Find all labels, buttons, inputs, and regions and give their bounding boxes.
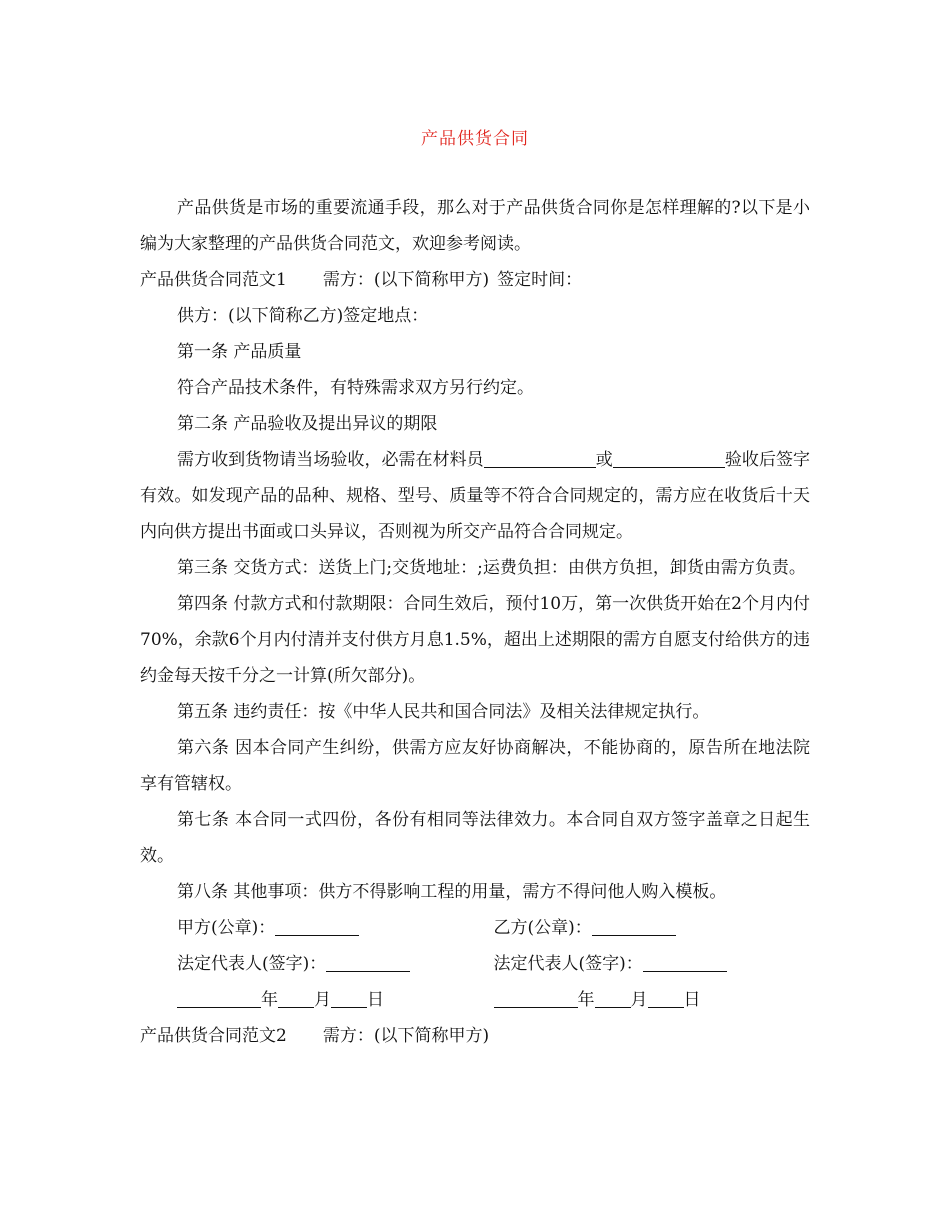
date-b-month-label: 月 [630, 990, 648, 1010]
article-2-text-a: 需方收到货物请当场验收，必需在材料员 [177, 450, 484, 470]
party-a-seal-label: 甲方(公章)： [177, 918, 276, 938]
sample2-header-row [140, 1018, 810, 1054]
legal-rep-row [140, 946, 810, 982]
article-8: 第八条 其他事项：供方不得影响工程的用量，需方不得问他人购入模板。 [177, 882, 727, 902]
date-a-day-label: 日 [367, 990, 384, 1010]
document-body [140, 190, 810, 1054]
sample1-demander: 需方：(以下简称甲方) [322, 270, 490, 290]
sample2-heading: 产品供货合同范文2 [140, 1026, 287, 1046]
article-2-text-b: 验收后签字有效。如发现产品的品种、规格、型号、质量等不符合合同规定的，需方应在收货后十天内向供方提出书面或口头异议，否则视为所交产品符合合同规定。 [140, 450, 811, 542]
date-b [494, 982, 811, 1018]
legal-rep-a-label: 法定代表人(签字)： [177, 954, 327, 974]
article-1-text: 符合产品技术条件，有特殊需求双方另行约定。 [177, 378, 534, 398]
date-b-month-blank [595, 991, 631, 1008]
legal-rep-b-blank [643, 955, 727, 972]
party-a-seal-blank [275, 919, 359, 936]
sample1-sign-time: 签定时间： [497, 270, 583, 290]
party-b-seal-label: 乙方(公章)： [493, 918, 592, 938]
sample1-heading: 产品供货合同范文1 [140, 270, 287, 290]
date-b-year-label: 年 [577, 990, 595, 1010]
supplier-line: 供方：(以下简称乙方)签定地点： [177, 306, 429, 326]
seal-row [140, 910, 810, 946]
sample2-demander: 需方：(以下简称甲方) [322, 1026, 490, 1046]
sample1-header-row [140, 262, 810, 298]
party-b-seal-blank [592, 919, 676, 936]
date-a-month-label: 月 [314, 990, 331, 1010]
date-b-day-label: 日 [683, 990, 701, 1010]
article-3: 第三条 交货方式：送货上门;交货地址：;运费负担：由供方负担，卸货由需方负责。 [177, 558, 806, 578]
article-5: 第五条 违约责任：按《中华人民共和国合同法》及相关法律规定执行。 [177, 702, 710, 722]
date-row [140, 982, 810, 1018]
article-2-text [140, 442, 810, 550]
document-title: 产品供货合同 [421, 129, 529, 149]
article-1-title: 第一条 产品质量 [177, 342, 302, 362]
article-4: 第四条 付款方式和付款期限：合同生效后，预付10万，第一次供货开始在2个月内付70%，余款6个月内付清并支付供方月息1.5%，超出上述期限的需方自愿支付给供方的违约金每天按千分之一计算(所欠部分)。 [140, 594, 810, 686]
date-a-year-blank [177, 991, 261, 1008]
article-2-or: 或 [595, 450, 613, 470]
date-a-month-blank [278, 991, 314, 1008]
date-b-day-blank [648, 991, 684, 1008]
article-2-title: 第二条 产品验收及提出异议的期限 [177, 414, 438, 434]
materials-clerk-blank-1 [484, 451, 596, 468]
article-7: 第七条 本合同一式四份，各份有相同等法律效力。本合同自双方签字盖章之日起生效。 [140, 810, 810, 866]
date-a-day-blank [331, 991, 367, 1008]
legal-rep-a-blank [326, 955, 410, 972]
date-b-year-blank [494, 991, 578, 1008]
date-a [177, 982, 494, 1018]
intro-paragraph: 产品供货是市场的重要流通手段，那么对于产品供货合同你是怎样理解的?以下是小编为大家整理的产品供货合同范文，欢迎参考阅读。 [140, 198, 810, 254]
materials-clerk-blank-2 [613, 451, 725, 468]
date-a-year-label: 年 [261, 990, 278, 1010]
legal-rep-b-label: 法定代表人(签字)： [493, 954, 643, 974]
article-6: 第六条 因本合同产生纠纷，供需方应友好协商解决，不能协商的，原告所在地法院享有管辖权。 [140, 738, 810, 794]
